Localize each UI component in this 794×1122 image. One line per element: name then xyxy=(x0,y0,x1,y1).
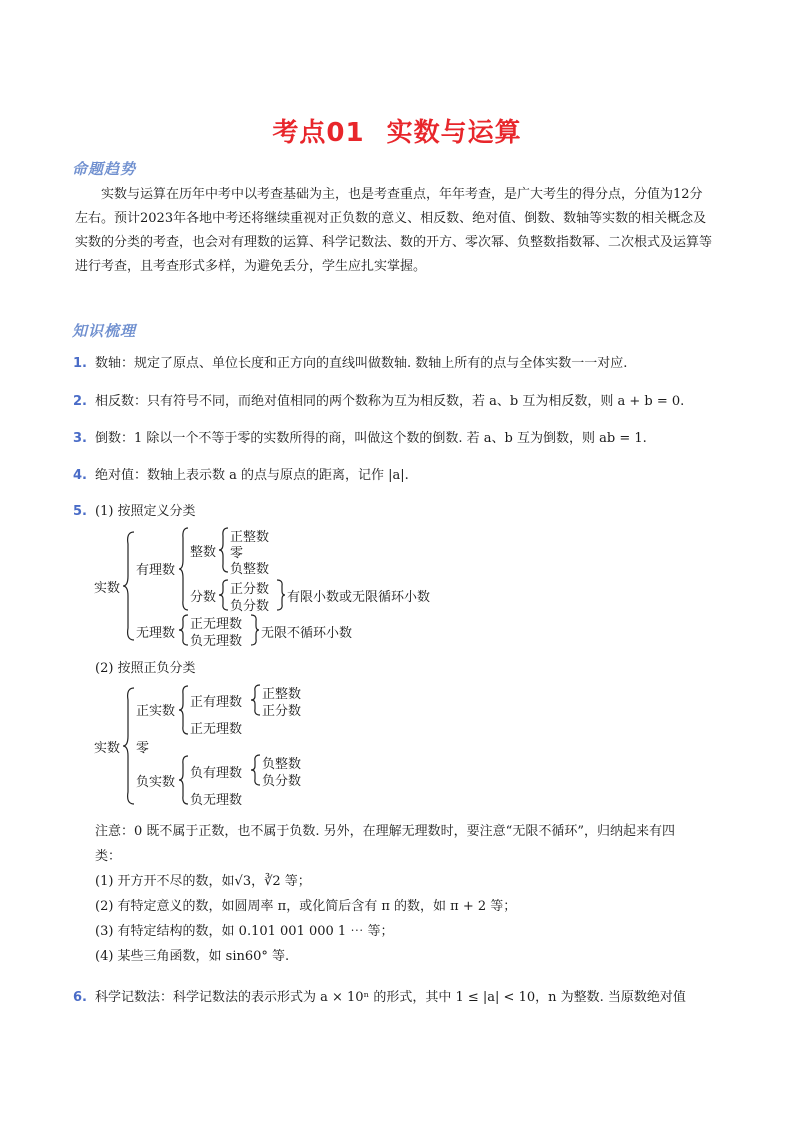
knowledge-heading: 知识梳理 xyxy=(72,322,137,340)
tree1-pos-frac: 正分数 xyxy=(230,582,270,597)
tree1-irrational-note: 无限不循环小数 xyxy=(261,626,353,641)
tree1-neg-irr: 负无理数 xyxy=(190,634,243,649)
trend-paragraph xyxy=(75,183,725,279)
tree1-irrational: 无理数 xyxy=(136,626,176,641)
note-item-2: (2) 有特定意义的数，如圆周率 π，或化简后含有 π 的数，如 π + 2 等； xyxy=(95,899,517,914)
tree1-brace-integer xyxy=(218,526,230,574)
trend-line-1: 实数与运算在历年中考中以考查基础为主，也是考查重点，年年考查，是广大考生的得分点，分值为12分 xyxy=(101,187,703,202)
item-number: 3. xyxy=(73,431,87,446)
tree2-brace-root xyxy=(122,686,136,806)
tree2-neg-rational: 负有理数 xyxy=(190,766,243,781)
item-text: 绝对值：数轴上表示数 a 的点与原点的距离，记作 |a|. xyxy=(95,468,409,483)
title-part2: 实数与运算 xyxy=(386,118,522,148)
item-text: 科学记数法：科学记数法的表示形式为 a × 10ⁿ 的形式，其中 1 ≤ |a| < 10，n 为整数. 当原数绝对值 xyxy=(95,990,686,1005)
item-number: 6. xyxy=(73,990,87,1005)
tree1-fraction-note: 有限小数或无限循环小数 xyxy=(287,590,431,605)
tree1-fraction: 分数 xyxy=(190,590,217,605)
trend-line-4: 进行考查，且考查形式多样，为避免丢分，学生应扎实掌握。 xyxy=(75,259,427,274)
tree2-zero: 零 xyxy=(136,741,150,756)
knowledge-item-6 xyxy=(73,986,733,1005)
item-text: 相反数：只有符号不同，而绝对值相同的两个数称为互为相反数，若 a、b 互为相反数，则 a + b = 0. xyxy=(95,394,685,409)
tree2-pos-real: 正实数 xyxy=(136,704,176,719)
item-number: 5. xyxy=(73,504,87,519)
tree1-brace-irrational-close xyxy=(250,613,260,647)
tree1-brace-rational xyxy=(178,526,190,612)
tree1-brace-fraction-close xyxy=(276,578,286,612)
tree1-brace-root xyxy=(122,530,136,642)
note-item-1: (1) 开方开不尽的数，如√3，∛2 等； xyxy=(95,874,311,889)
tree2-brace-neg-rational xyxy=(250,753,262,787)
tree2-pos-irr: 正无理数 xyxy=(190,722,243,737)
tree2-brace-pos-rational xyxy=(250,683,262,717)
tree1-zero: 零 xyxy=(230,546,244,561)
tree2-neg-real: 负实数 xyxy=(136,775,176,790)
note-item-4: (4) 某些三角函数，如 sin60° 等. xyxy=(95,949,290,964)
tree2-pos-int: 正整数 xyxy=(262,687,302,702)
tree2-neg-int: 负整数 xyxy=(262,757,302,772)
knowledge-item-4 xyxy=(73,464,733,483)
note-line-1: 注意：0 既不属于正数，也不属于负数. 另外，在理解无理数时，要注意“无限不循环”，归纳起来有四 xyxy=(95,824,675,839)
page-title xyxy=(0,112,794,149)
tree2-neg-irr: 负无理数 xyxy=(190,793,243,808)
knowledge-item-1 xyxy=(73,352,733,371)
tree1-brace-irrational xyxy=(178,613,190,647)
trend-heading: 命题趋势 xyxy=(72,160,137,178)
classification-label-2: (2) 按照正负分类 xyxy=(95,661,196,676)
item-text: 倒数：1 除以一个不等于零的实数所得的商，叫做这个数的倒数. 若 a、b 互为倒数，则 ab = 1. xyxy=(95,431,647,446)
tree1-root: 实数 xyxy=(94,581,121,596)
title-part1: 考点01 xyxy=(272,118,365,148)
tree2-root: 实数 xyxy=(94,741,121,756)
knowledge-item-3 xyxy=(73,427,733,446)
item-text: 数轴：规定了原点、单位长度和正方向的直线叫做数轴. 数轴上所有的点与全体实数一一对应. xyxy=(95,356,628,371)
note-item-3: (3) 有特定结构的数，如 0.101 001 000 1 ⋯ 等； xyxy=(95,924,394,939)
tree1-rational: 有理数 xyxy=(136,563,176,578)
tree2-brace-neg-real xyxy=(178,754,190,806)
note-line-2: 类： xyxy=(95,849,122,864)
tree1-integer: 整数 xyxy=(190,545,217,560)
tree2-brace-pos-real xyxy=(178,684,190,736)
item-number: 4. xyxy=(73,468,87,483)
tree2-pos-rational: 正有理数 xyxy=(190,695,243,710)
tree2-pos-frac: 正分数 xyxy=(262,704,302,719)
tree1-brace-fraction xyxy=(218,578,230,612)
tree2-neg-frac: 负分数 xyxy=(262,774,302,789)
tree1-pos-int: 正整数 xyxy=(230,530,270,545)
knowledge-item-2 xyxy=(73,390,733,409)
item-number: 1. xyxy=(73,356,87,371)
tree1-neg-frac: 负分数 xyxy=(230,599,270,614)
trend-line-2: 左右。预计2023年各地中考还将继续重视对正负数的意义、相反数、绝对值、倒数、数轴等实数的相关概念及 xyxy=(75,211,707,226)
knowledge-item-5 xyxy=(73,500,733,519)
tree1-pos-irr: 正无理数 xyxy=(190,617,243,632)
item-number: 2. xyxy=(73,394,87,409)
tree1-neg-int: 负整数 xyxy=(230,562,270,577)
trend-line-3: 实数的分类的考查，也会对有理数的运算、科学记数法、数的开方、零次幂、负整数指数幂、二次根式及运算等 xyxy=(75,235,713,250)
item-text: (1) 按照定义分类 xyxy=(95,504,196,519)
